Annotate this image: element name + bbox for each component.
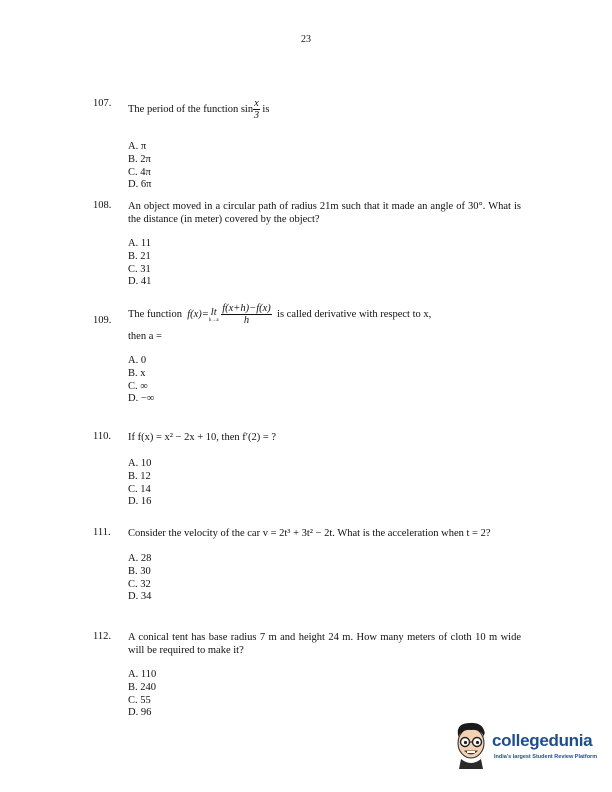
option: B. x	[128, 367, 146, 379]
collegedunia-logo	[452, 721, 602, 773]
option: D. 41	[128, 276, 152, 288]
question-number: 107.	[93, 98, 112, 109]
question-number: 112.	[93, 631, 111, 642]
option: A. 110	[128, 669, 157, 680]
question-number: 109.	[93, 315, 112, 326]
question-text: A conical tent has base radius 7 m and height 24 m. How many meters of cloth 10 m wide will be required to make it?	[128, 632, 521, 656]
option: A. π	[128, 141, 147, 152]
question-number: 111.	[93, 527, 111, 538]
function-expression: sin $\frac{x}{3}$	[240, 98, 260, 121]
options-list	[128, 141, 521, 192]
option: D. 16	[128, 496, 152, 508]
option: A. 11	[128, 238, 151, 249]
option: C. 4π	[128, 166, 151, 178]
option: D. 34	[128, 591, 152, 603]
option: C. 55	[128, 694, 151, 706]
page-number: 23	[301, 34, 311, 45]
question-text: An object moved in a circular path of radius 21m such that it made an angle of 30°. What is the distance (in meter) covered by the object?	[128, 201, 521, 225]
fraction: $\frac{f(x+h)-f(x)}{h}$	[222, 303, 271, 326]
option: A. 10	[128, 458, 152, 469]
option: B. 240	[128, 681, 157, 693]
question-text: The function f(x)= lt h→a $\frac{f(x+h)-f(x)}{h}$ is called derivative with respect to x,	[128, 303, 432, 326]
question-number: 108.	[93, 200, 112, 211]
fraction: $\frac{x}{3}$	[253, 98, 260, 121]
option: C. 32	[128, 578, 151, 590]
options-list	[128, 553, 521, 604]
limit: lt h→a	[208, 307, 219, 323]
options-list	[128, 355, 521, 406]
question-108	[93, 200, 521, 289]
derivative-definition: f(x)= lt h→a $\frac{f(x+h)-f(x)}{h}$	[187, 303, 271, 326]
option: C. ∞	[128, 380, 148, 392]
question-text: The period of the function sin $\frac{x}{3}$ is	[128, 98, 270, 121]
question-text: If f(x) = x² − 2x + 10, then f′(2) = ?	[128, 432, 277, 443]
option: C. 14	[128, 483, 151, 495]
question-109	[93, 303, 521, 406]
question-number: 110.	[93, 431, 111, 442]
question-text-line2: then a =	[128, 331, 162, 342]
question-111	[93, 527, 521, 604]
option: D. 6π	[128, 179, 152, 191]
question-110	[93, 431, 521, 509]
option: B. 12	[128, 470, 151, 482]
question-112	[93, 631, 521, 720]
question-107	[93, 98, 521, 192]
options-list	[128, 238, 521, 289]
option: B. 2π	[128, 153, 151, 165]
option: C. 31	[128, 263, 151, 275]
logo-wordmark: collegedunia	[492, 731, 593, 750]
options-list	[128, 458, 521, 509]
option: D. −∞	[128, 393, 155, 405]
option: A. 0	[128, 355, 147, 366]
option: A. 28	[128, 553, 152, 564]
option: D. 96	[128, 707, 152, 719]
mascot-icon	[452, 721, 490, 769]
logo-tagline: India's largest Student Review Platform	[494, 754, 598, 760]
question-text: Consider the velocity of the car v = 2t³ + 3t² − 2t. What is the acceleration when t = 2?	[128, 528, 491, 539]
options-list	[128, 669, 521, 720]
option: B. 21	[128, 250, 151, 262]
option: B. 30	[128, 565, 151, 577]
